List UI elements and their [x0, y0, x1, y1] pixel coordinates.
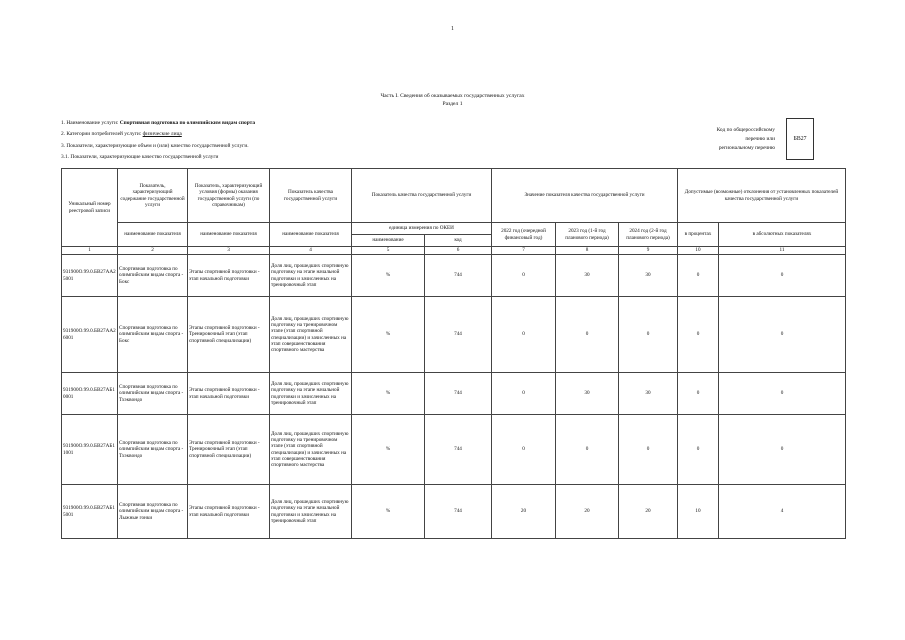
cell-condition: Этапы спортивной подготовки - Тренировочный этап (этап спортивной специализации) [188, 415, 270, 485]
cell-deviation-percent: 10 [678, 485, 719, 539]
cell-registry-code: 931900О.99.0.БВ27АБ15001 [62, 485, 118, 539]
cell-registry-code: 931900О.99.0.БВ27АБ10001 [62, 373, 118, 415]
header-registry-number: Уникальный номер реестровой записи [62, 169, 118, 247]
column-number: 2 [118, 247, 188, 255]
header-in-absolute: в абсолютных показателях [719, 223, 846, 247]
header-conditions-indicator: Показатель, характеризующий условия (формы) оказания государственной услуги (по справочникам) [188, 169, 270, 223]
quality-indicators-table [61, 168, 846, 539]
cell-indicator: Доля лиц, прошедших спортивную подготовку на этапе начальной подготовки и зачисленных на тренировочный этап [270, 373, 352, 415]
cell-deviation-percent: 0 [678, 255, 719, 297]
cell-indicator: Доля лиц, прошедших спортивную подготовку на тренировочном этапе (этап спортивной специализации) и зачисленных на этап совершенствования спортивного мастерства [270, 415, 352, 485]
table-row [62, 255, 846, 297]
column-number: 8 [556, 247, 619, 255]
cell-deviation-absolute: 0 [719, 297, 846, 373]
registry-code-label-line2: перечню или [745, 136, 775, 142]
header-quality-values: Значение показателя качества государственной услуги [492, 169, 678, 223]
header-deviations: Допустимые (возможные) отклонения от установленных показателей качества государственной услуги [678, 169, 846, 223]
consumer-category-line [61, 131, 182, 137]
table-row [62, 297, 846, 373]
column-number: 9 [619, 247, 678, 255]
service-name-label: 1. Наименование услуги: [61, 120, 119, 126]
header-content-indicator: Показатель, характеризующий содержание государственной услуги [118, 169, 188, 223]
section-title: Раздел 1 [442, 101, 463, 107]
cell-content: Спортивная подготовка по олимпийским видам спорта - Бокс [118, 297, 188, 373]
cell-deviation-absolute: 0 [719, 373, 846, 415]
cell-value-2024: 0 [619, 415, 678, 485]
cell-value-2022: 0 [492, 373, 556, 415]
cell-condition: Этапы спортивной подготовки - этап начальной подготовки [188, 255, 270, 297]
header-okei-unit: единица измерения по ОКЕИ [352, 223, 492, 235]
cell-value-2023: 0 [556, 415, 619, 485]
header-indicator-name-2: наименование показателя [118, 223, 188, 247]
cell-value-2023: 30 [556, 255, 619, 297]
cell-value-2022: 0 [492, 415, 556, 485]
cell-deviation-percent: 0 [678, 415, 719, 485]
cell-condition: Этапы спортивной подготовки - этап начальной подготовки [188, 373, 270, 415]
part-title: Часть I. Сведения об оказываемых государственных услугах [380, 93, 525, 99]
header-quality-indicator: Показатель качества государственной услуги [270, 169, 352, 223]
cell-registry-code: 931900О.99.0.БВ27АБ11001 [62, 415, 118, 485]
cell-value-2023: 20 [556, 485, 619, 539]
cell-value-2023: 30 [556, 373, 619, 415]
registry-code-label-line1: Код по общероссийскому [716, 127, 775, 133]
cell-okei: 744 [425, 373, 492, 415]
cell-deviation-percent: 0 [678, 373, 719, 415]
header-indicator-name-3: наименование показателя [188, 223, 270, 247]
cell-content: Спортивная подготовка по олимпийским видам спорта - Лыжные гонки [118, 485, 188, 539]
table-row [62, 415, 846, 485]
column-number: 11 [719, 247, 846, 255]
cell-content: Спортивная подготовка по олимпийским видам спорта - Бокс [118, 255, 188, 297]
cell-indicator: Доля лиц, прошедших спортивную подготовку на этапе начальной подготовки и зачисленных на тренировочный этап [270, 255, 352, 297]
column-number: 10 [678, 247, 719, 255]
registry-code-label-line3: региональному перечню [718, 145, 775, 151]
cell-deviation-absolute: 4 [719, 485, 846, 539]
page-number: 1 [451, 26, 454, 32]
cell-okei: 744 [425, 297, 492, 373]
cell-deviation-percent: 0 [678, 297, 719, 373]
registry-code-box: БВ27 [786, 118, 814, 160]
column-number: 7 [492, 247, 556, 255]
table-row [62, 485, 846, 539]
cell-unit: % [352, 373, 425, 415]
column-number: 5 [352, 247, 425, 255]
cell-value-2024: 0 [619, 297, 678, 373]
cell-indicator: Доля лиц, прошедших спортивную подготовку на этапе начальной подготовки и зачисленных на тренировочный этап [270, 485, 352, 539]
indicators-line: 3. Показатели, характеризующие объем и (или) качество государственной услуги. [61, 143, 249, 149]
header-in-percent: в процентах [678, 223, 719, 247]
consumer-category-value: физические лица [142, 131, 182, 137]
service-name-line [61, 120, 255, 126]
cell-registry-code: 931900О.99.0.БВ27АА25001 [62, 255, 118, 297]
cell-condition: Этапы спортивной подготовки - Тренировочный этап (этап спортивной специализации) [188, 297, 270, 373]
registry-code-label [717, 126, 775, 153]
header-indicator-name-4: наименование показателя [270, 223, 352, 247]
cell-okei: 744 [425, 415, 492, 485]
header-quality-indicator-unit: Показатель качества государственной услуги [352, 169, 492, 223]
header-unit-code: код [425, 235, 492, 247]
cell-deviation-absolute: 0 [719, 255, 846, 297]
column-number: 6 [425, 247, 492, 255]
header-unit-name: наименование [352, 235, 425, 247]
cell-unit: % [352, 485, 425, 539]
column-number: 3 [188, 247, 270, 255]
cell-indicator: Доля лиц, прошедших спортивную подготовку на тренировочном этапе (этап спортивной специализации) и зачисленных на этап совершенствования спортивного мастерства [270, 297, 352, 373]
cell-okei: 744 [425, 255, 492, 297]
consumer-category-label: 2. Категории потребителей услуги: [61, 131, 142, 137]
cell-value-2024: 30 [619, 255, 678, 297]
header-year-2024: 2024 год (2-й год планового периода) [619, 223, 678, 247]
quality-indicators-line: 3.1. Показатели, характеризующие качество государственной услуги [61, 154, 219, 160]
cell-unit: % [352, 255, 425, 297]
cell-value-2024: 30 [619, 373, 678, 415]
column-number: 4 [270, 247, 352, 255]
cell-value-2022: 0 [492, 297, 556, 373]
service-name-value: Спортивная подготовка по олимпийским видам спорта [119, 120, 256, 126]
column-number: 1 [62, 247, 118, 255]
header-year-2023: 2023 год (1-й год планового периода) [556, 223, 619, 247]
cell-content: Спортивная подготовка по олимпийским видам спорта - Тхэквондо [118, 373, 188, 415]
cell-content: Спортивная подготовка по олимпийским видам спорта - Тхэквондо [118, 415, 188, 485]
cell-condition: Этапы спортивной подготовки - этап начальной подготовки [188, 485, 270, 539]
cell-unit: % [352, 415, 425, 485]
cell-registry-code: 931900О.99.0.БВ27АА26001 [62, 297, 118, 373]
cell-unit: % [352, 297, 425, 373]
cell-okei: 744 [425, 485, 492, 539]
cell-deviation-absolute: 0 [719, 415, 846, 485]
cell-value-2023: 0 [556, 297, 619, 373]
cell-value-2022: 0 [492, 255, 556, 297]
cell-value-2024: 20 [619, 485, 678, 539]
header-year-2022: 2022 год (очередной финансовый год) [492, 223, 556, 247]
table-row [62, 373, 846, 415]
cell-value-2022: 20 [492, 485, 556, 539]
